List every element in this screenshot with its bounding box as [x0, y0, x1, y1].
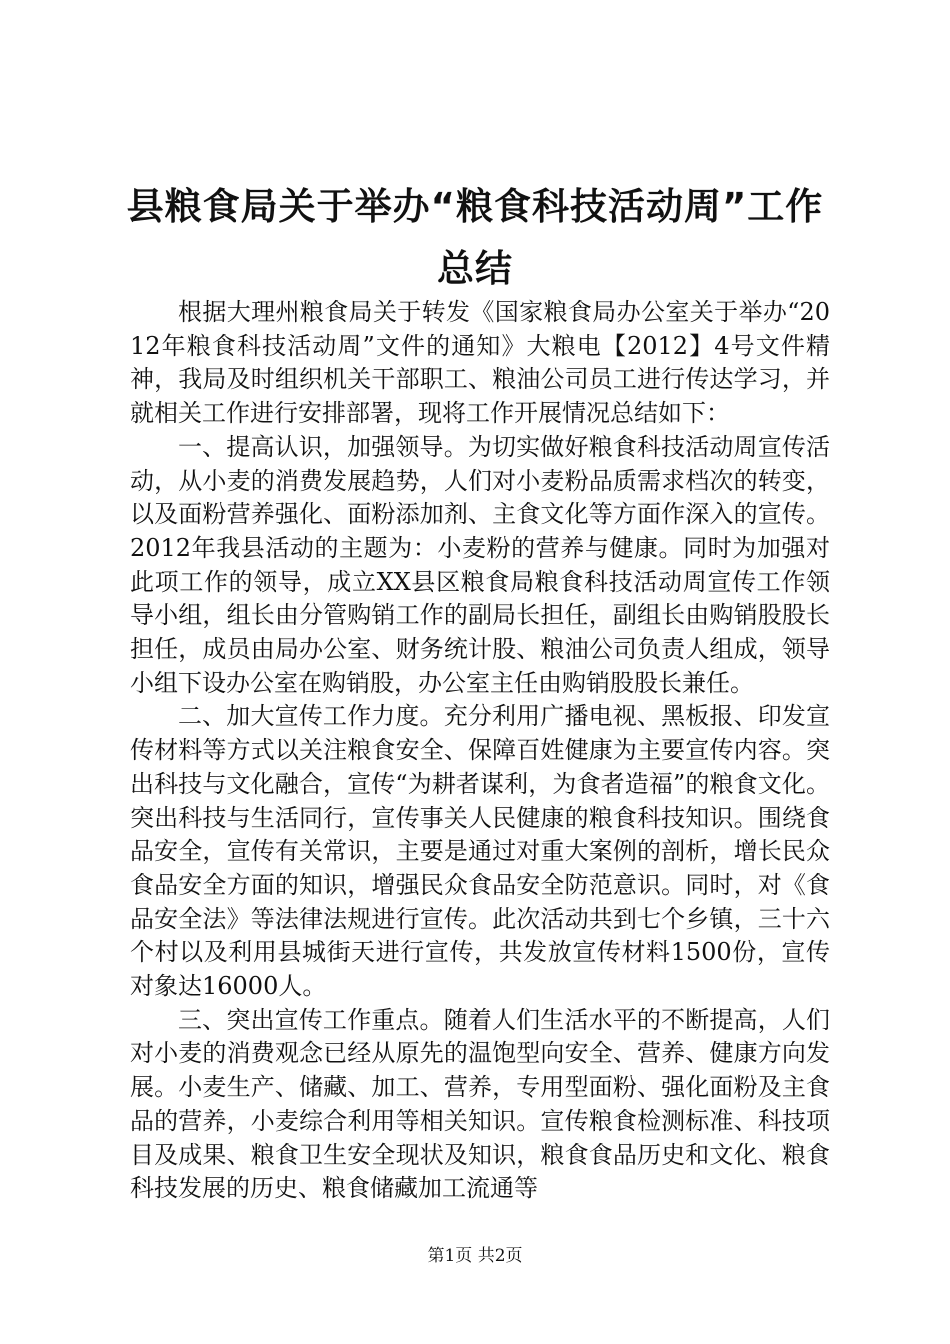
- document-title: 县粮食局关于举办“粮食科技活动周”工作总结: [126, 185, 824, 290]
- section-3-paragraph: 三、突出宣传工作重点。随着人们生活水平的不断提高，人们对小麦的消费观念已经从原先的温饱型向安全、营养、健康方向发展。小麦生产、储藏、加工、营养，专用型面粉、强化面粉及主食品的营养，小麦综合利用等相关知识。宣传粮食检测标准、科技项目及成果、粮食卫生安全现状及知识，粮食食品历史和文化、粮食科技发展的历史、粮食储藏加工流通等: [130, 1005, 830, 1203]
- section-2-paragraph: 二、加大宣传工作力度。充分利用广播电视、黑板报、印发宣传材料等方式以关注粮食安全、保障百姓健康为主要宣传内容。突出科技与文化融合，宣传“为耕者谋利，为食者造福”的粮食文化。突出科技与生活同行，宣传事关人民健康的粮食科技知识。围绕食品安全，宣传有关常识，主要是通过对重大案例的剖析，增长民众食品安全方面的知识，增强民众食品安全防范意识。同时，对《食品安全法》等法律法规进行宣传。此次活动共到七个乡镇，三十六个村以及利用县城街天进行宣传，共发放宣传材料1500份，宣传对象达16000人。: [130, 702, 830, 1001]
- section-1-paragraph: 一、提高认识，加强领导。为切实做好粮食科技活动周宣传活动，从小麦的消费发展趋势，人们对小麦粉品质需求档次的转变，以及面粉营养强化、面粉添加剂、主食文化等方面作深入的宣传。2012年我县活动的主题为：小麦粉的营养与健康。同时为加强对此项工作的领导，成立XX县区粮食局粮食科技活动周宣传工作领导小组，组长由分管购销工作的副局长担任，副组长由购销股股长担任，成员由局办公室、财务统计股、粮油公司负责人组成，领导小组下设办公室在购销股，办公室主任由购销股股长兼任。: [130, 432, 830, 697]
- document-body: [130, 296, 830, 1206]
- intro-paragraph: 根据大理州粮食局关于转发《国家粮食局办公室关于举办“2012年粮食科技活动周”文件的通知》大粮电【2012】4号文件精神，我局及时组织机关干部职工、粮油公司员工进行传达学习，并就相关工作进行安排部署，现将工作开展情况总结如下：: [130, 298, 830, 428]
- page-footer: 第1页 共2页: [427, 1246, 523, 1266]
